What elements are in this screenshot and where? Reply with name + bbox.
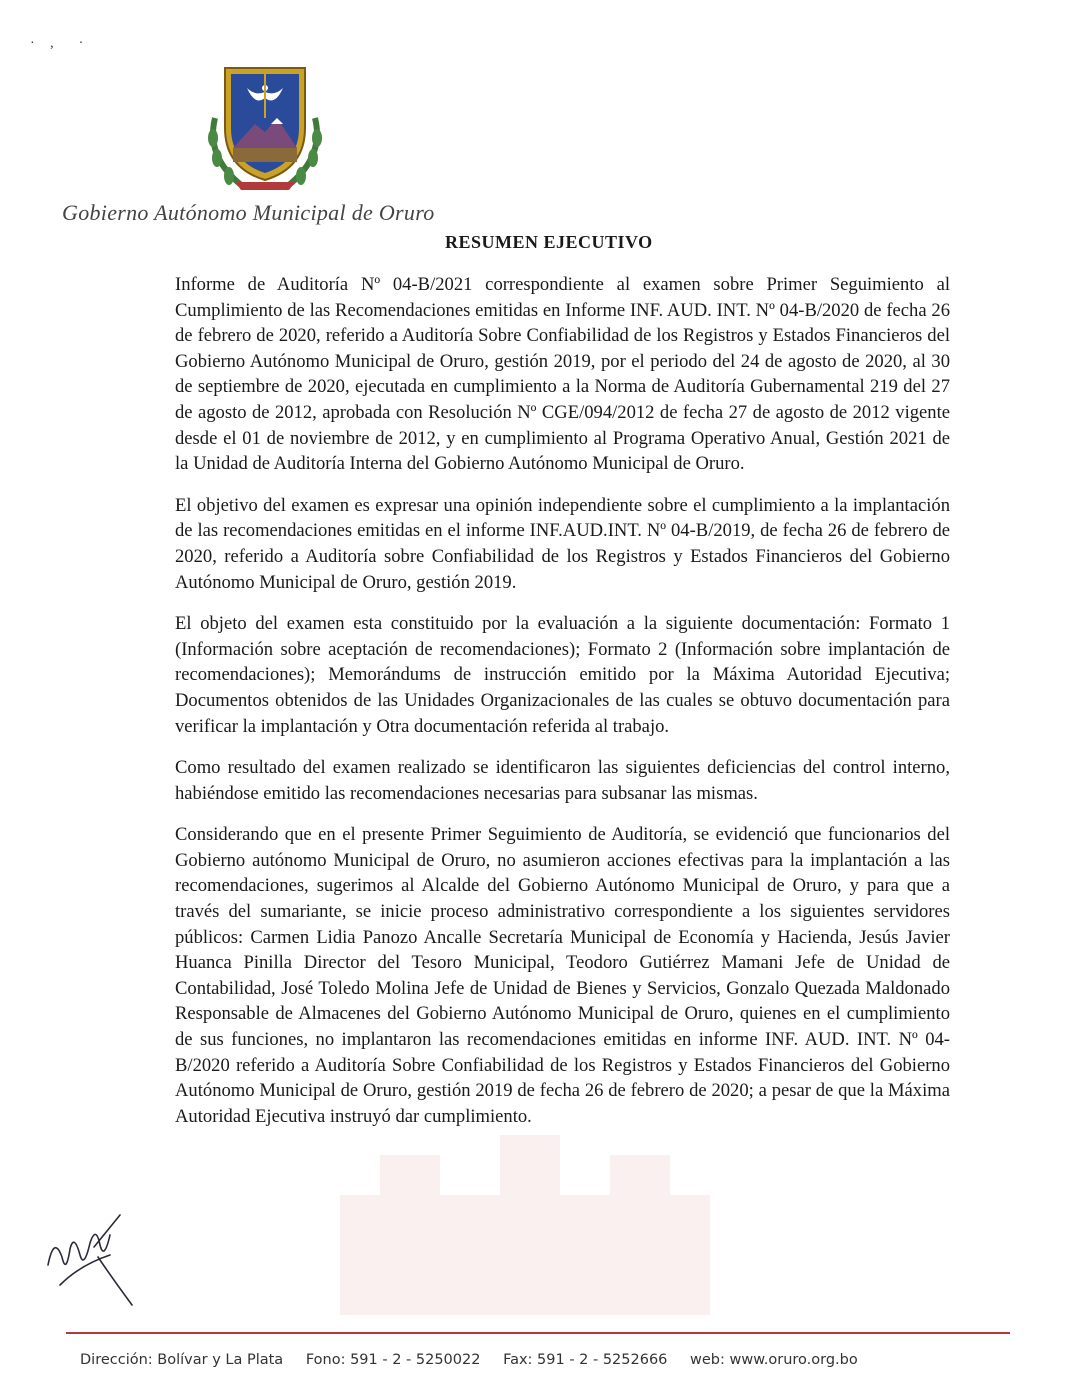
footer-web-link[interactable]: web: www.oruro.org.bo	[690, 1352, 858, 1368]
document-title: RESUMEN EJECUTIVO	[445, 232, 653, 252]
footer-divider	[66, 1332, 1010, 1334]
paragraph-scope: El objeto del examen esta constituido por la evaluación a la siguiente documentación: Formato 1 (Información sobre aceptación de recomendaciones); Formato 2 (Información sobre implantación de recomendaciones); Memorándums de instrucción emitido por la Máxima Autoridad Ejecutiva; Documentos obtenidos de las Unidades Organizacionales de las cuales se obtuvo documentación para verificar la implantación y Otra documentación referida al trabajo.	[175, 613, 950, 737]
handwritten-signature-icon	[40, 1205, 140, 1315]
footer-phone: Fono: 591 - 2 - 5250022	[305, 1352, 481, 1368]
paragraph-recommendation: Considerando que en el presente Primer Seguimiento de Auditoría, se evidenció que funcionarios del Gobierno autónomo Municipal de Oruro, no asumieron acciones efectivas para la implantación a las recomendaciones, sugerimos al Alcalde del Gobierno Autónomo Municipal de Oruro, y para que a través del sumariante, se inicie proceso administrativo correspondiente a los siguientes servidores públicos: Carmen Lidia Panozo Ancalle Secretaría Municipal de Economía y Hacienda, Jesús Javier Huanca Pinilla Director del Tesoro Municipal, Teodoro Gutiérrez Mamani Jefe de Unidad de Contabilidad, José Toledo Molina Jefe de Unidad de Bienes y Servicios, Gonzalo Quezada Maldonado Responsable de Almacenes del Gobierno Autónomo Municipal de Oruro, quienes en el cumplimiento de sus funciones, no implantaron las recomendaciones emitidas en informe INF. AUD. INT. Nº 04-B/2020 referido a Auditoría Sobre Confiabilidad de los Registros y Estados Financieros del Gobierno Autónomo Municipal de Oruro, gestión 2019 de fecha 26 de febrero de 2020; a pesar de que la Máxima Autoridad Ejecutiva instruyó dar cumplimiento.	[175, 824, 950, 1127]
paragraph-audit-report: Informe de Auditoría Nº 04-B/2021 correspondiente al examen sobre Primer Seguimiento al Cumplimiento de las Recomendaciones emitidas en Informe INF. AUD. INT. Nº 04-B/2020 de fecha 26 de febrero de 2020, referido a Auditoría Sobre Confiabilidad de los Registros y Estados Financieros del Gobierno Autónomo Municipal de Oruro, gestión 2019, por el periodo del 24 de agosto de 2020, al 30 de septiembre de 2020, ejecutada en cumplimiento a la Norma de Auditoría Gubernamental 219 del 27 de agosto de 2012, aprobada con Resolución Nº CGE/094/2012 de fecha 27 de agosto de 2012 vigente desde el 01 de noviembre de 2012, y en cumplimiento al Programa Operativo Anual, Gestión 2021 de la Unidad de Auditoría Interna del Gobierno Autónomo Municipal de Oruro.	[175, 274, 950, 475]
footer-fax: Fax: 591 - 2 - 5252666	[503, 1352, 668, 1368]
footer-address: Dirección: Bolívar y La Plata	[80, 1352, 284, 1368]
organization-name: Gobierno Autónomo Municipal de Oruro	[62, 200, 435, 225]
footer-contact	[80, 1352, 1000, 1368]
scan-artifact: · , ·	[30, 36, 90, 51]
watermark-logo	[340, 1135, 710, 1315]
paragraph-result: Como resultado del examen realizado se identificaron las siguientes deficiencias del control interno, habiéndose emitido las recomendaciones necesarias para subsanar las mismas.	[175, 757, 950, 804]
municipal-crest-icon	[195, 58, 335, 198]
paragraph-objective: El objetivo del examen es expresar una opinión independiente sobre el cumplimiento a la implantación de las recomendaciones emitidas en el informe INF.AUD.INT. Nº 04-B/2019, de fecha 26 de febrero de 2020, referido a Auditoría sobre Confiabilidad de los Registros y Estados Financieros del Gobierno Autónomo Municipal de Oruro, gestión 2019.	[175, 494, 950, 593]
document-body	[175, 272, 950, 1129]
